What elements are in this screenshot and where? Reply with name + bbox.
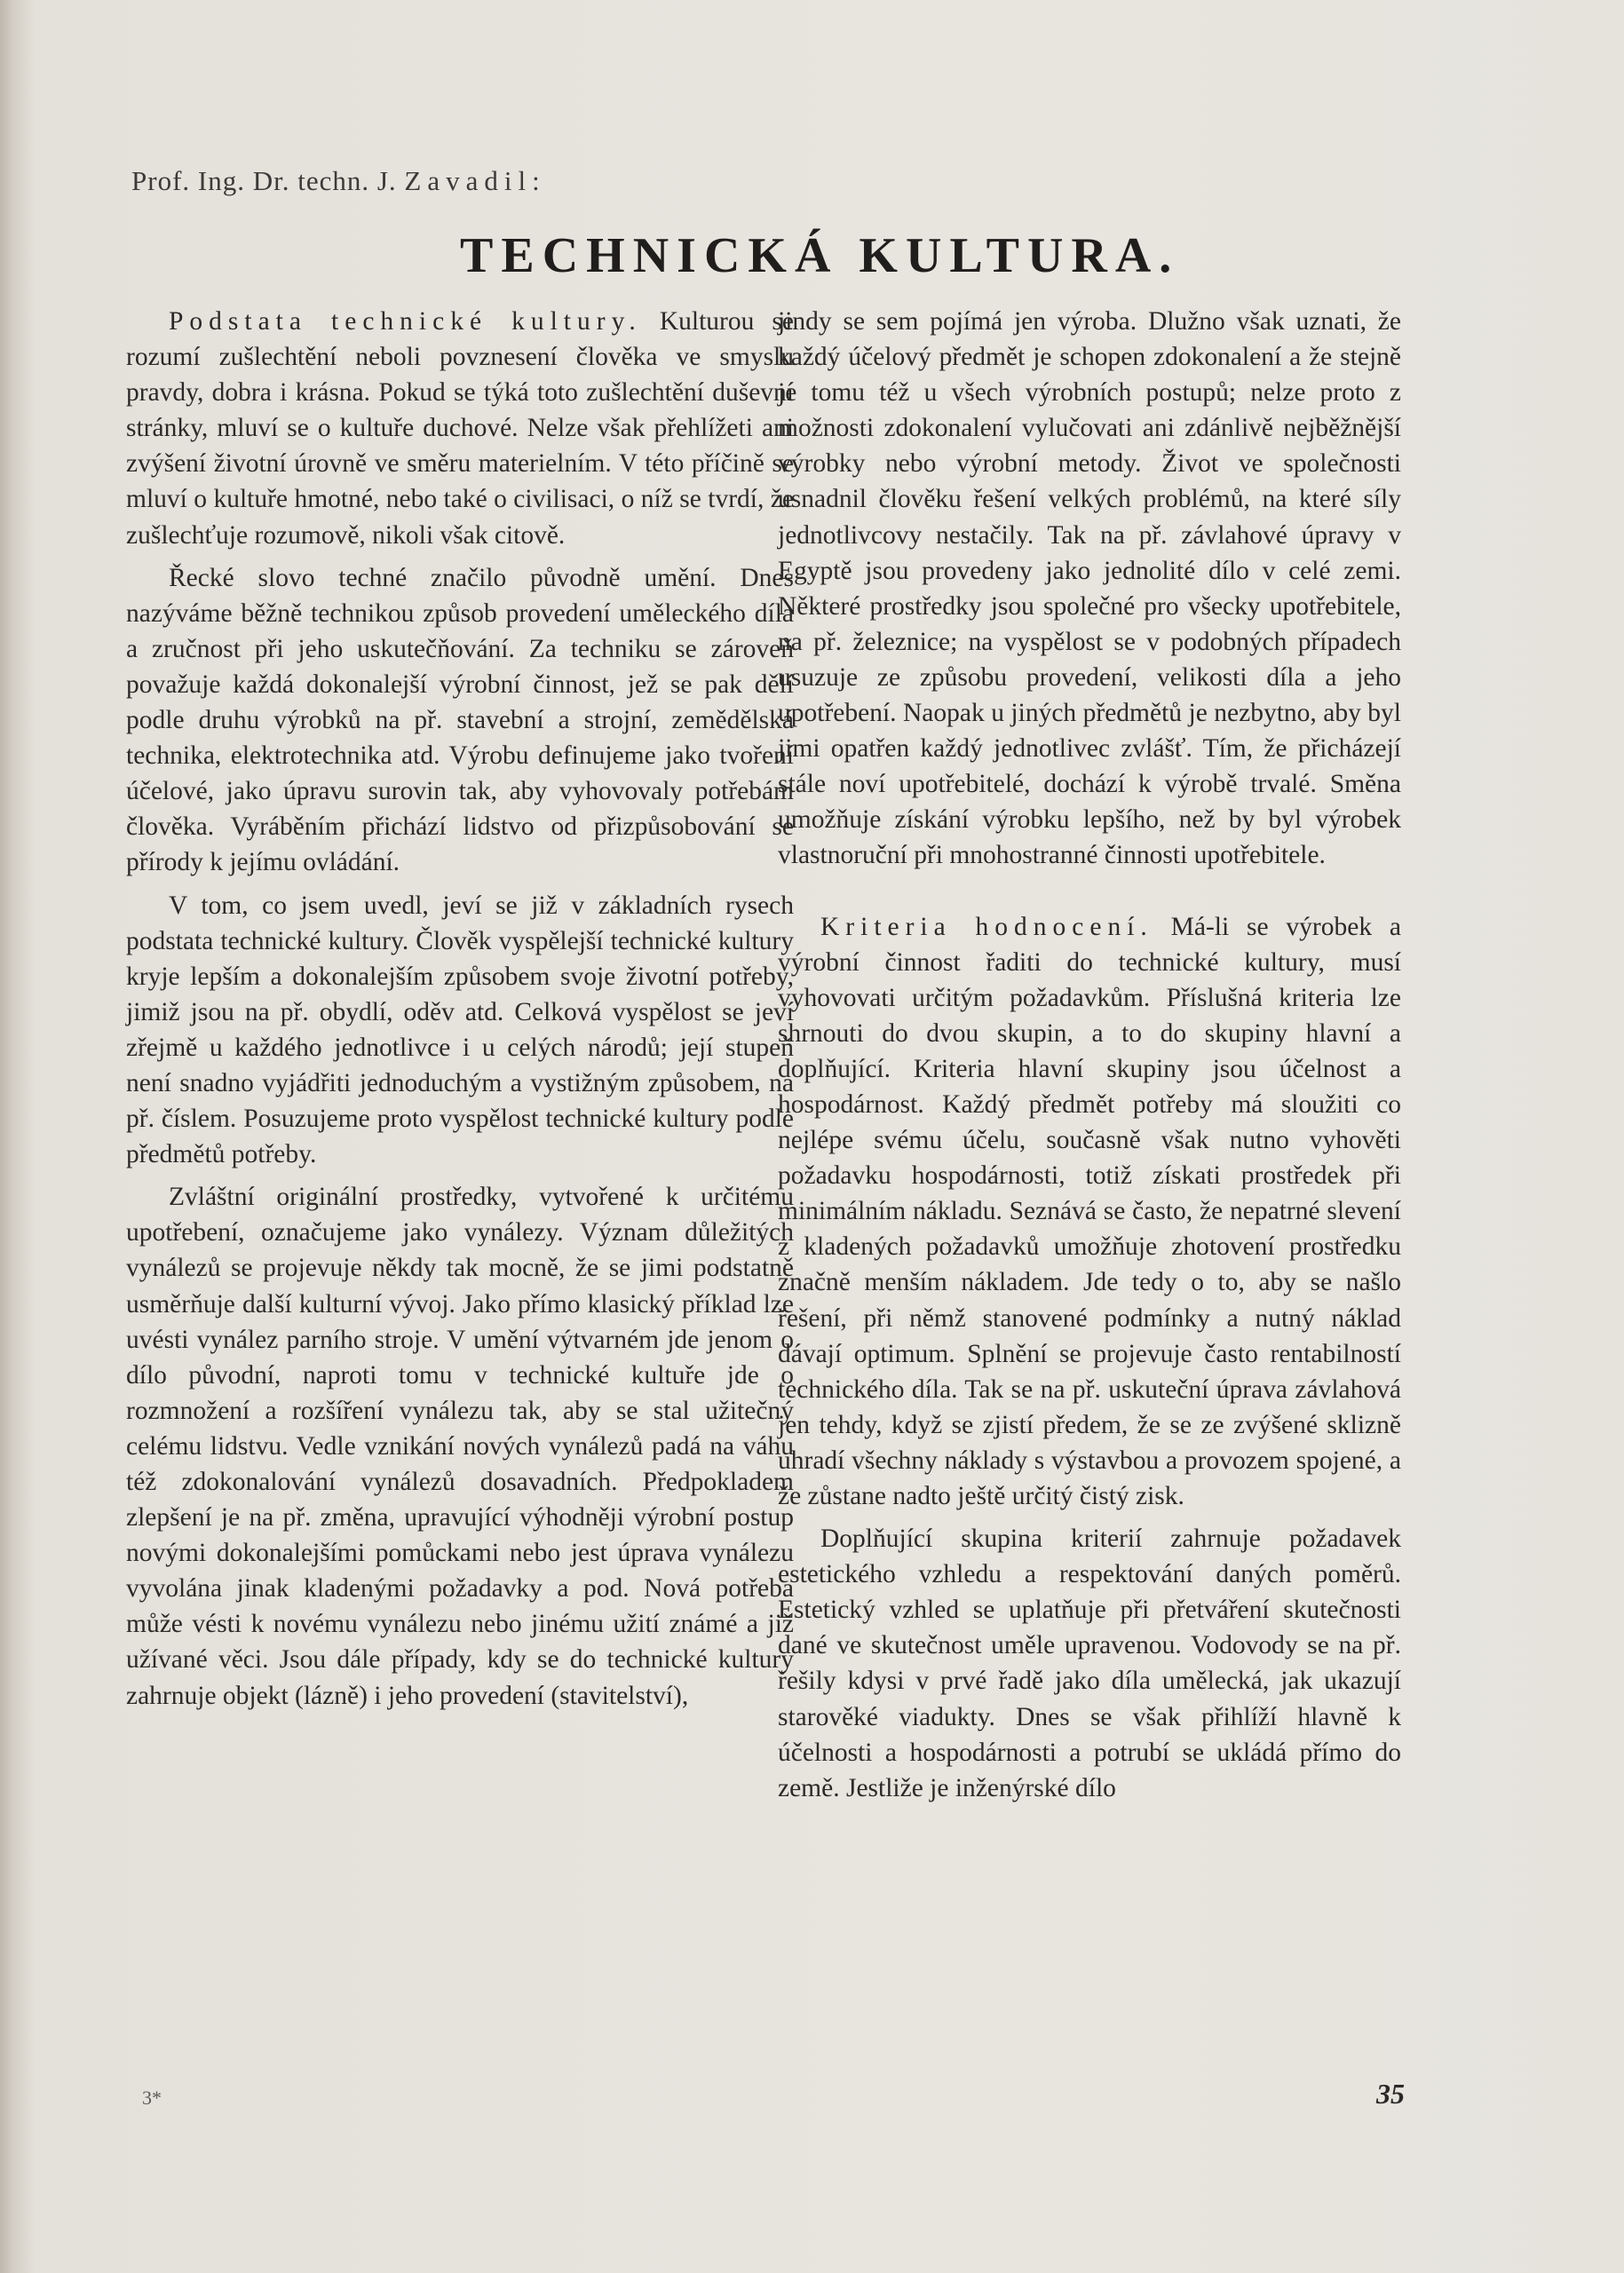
page-number: 35 bbox=[1376, 2078, 1405, 2110]
section-heading: Podstata technické kultury. bbox=[169, 307, 642, 336]
paragraph: Řecké slovo techné značilo původně umění. Dnes nazýváme běžně technikou způsob provedení uměleckého díla a zručnost při jeho uskutečňování. Za techniku se zároveň považuje každá dokonalejší výrobní činnost, jež se pak dělí podle druhu výrobků na př. stavební a strojní, zemědělská technika, elektrotechnika atd. Výrobu definujeme jako tvoření účelové, jako úpravu surovin tak, aby vyhovovaly potřebám člověka. Vyráběním přichází lidstvo od přizpůsobování se přírody k jejímu ovládání. bbox=[126, 563, 794, 877]
signature-mark: 3* bbox=[142, 2087, 162, 2109]
paragraph bbox=[126, 304, 794, 553]
article-title: TECHNICKÁ KULTURA. bbox=[460, 228, 1180, 283]
left-column bbox=[126, 304, 794, 2071]
paragraph: jindy se sem pojímá jen výroba. Dlužno však uznati, že každý účelový předmět je schopen zdokonalení a že stejně je tomu též u všech výrobních postupů; nelze proto z možnosti zdokonalení vylučovati ani zdánlivě nejběžnější výrobky nebo výrobní metody. Život ve společnosti usnadnil člověku řešení velkých problémů, na které síly jednotlivcovy nestačily. Tak na př. závlahové úpravy v Egyptě jsou provedeny jako jednolité dílo v celé zemi. Některé prostředky jsou společné pro všecky upotřebitele, na př. železnice; na vyspělost se v podobných případech usuzuje ze způsobu provedení, velikosti díla a jeho upotřebení. Naopak u jiných předmětů je nezbytno, aby byl jimi opatřen každý jednotlivec zvlášť. Tím, že přicházejí stále noví upotřebitelé, dochází k výrobě trvalé. Směna umožňuje získání výrobku lepšího, než by byl výrobek vlastnoruční při mnohostranné činnosti upotřebitele. bbox=[778, 307, 1401, 870]
paragraph: Doplňující skupina kriterií zahrnuje požadavek estetického vzhledu a respektování daných poměrů. Estetický vzhled se uplatňuje při přetváření skutečnosti dané ve skutečnost uměle upravenou. Vodovody se na př. řešily kdysi v prvé řadě jako díla umělecká, jak ukazují starověké viadukty. Dnes se však přihlíží hlavně k účelnosti a hospodárnosti a potrubí se ukládá přímo do země. Jestliže je inženýrské dílo bbox=[778, 1525, 1401, 1802]
paragraph-text: Má-li se výrobek a výrobní činnost řaditi do technické kultury, musí vyhovovati určitým požadavkům. Příslušná kriteria lze shrnouti do dvou skupin, a to do skupiny hlavní a doplňující. Kriteria hlavní skupiny jsou účelnost a hospodárnost. Každý předmět potřeby má sloužiti co nejlépe svému účelu, současně však nutno vyhověti požadavku hospodárnosti, totiž získati prostředek při minimálním nákladu. Seznává se často, že nepatrné slevení z kladených požadavků umožňuje zhotovení prostředku značně menším nákladem. Jde tedy o to, aby se našlo řešení, při němž stanovené podmínky a nutný náklad dávají optimum. Splnění se projevuje často rentabilností technického díla. Tak se na př. uskuteční úprava závlahová jen tehdy, když se zjistí předem, že se ze zvýšené sklizně uhradí všechny náklady s výstavbou a provozem spojené, a že zůstane nadto ještě určitý čistý zisk. bbox=[778, 912, 1401, 1510]
author-name: Zavadil: bbox=[404, 165, 546, 196]
paragraph: Zvláštní originální prostředky, vytvořené k určitému upotřebení, označujeme jako vynálezy. Význam důležitých vynálezů se projevuje někdy tak mocně, že se jimi podstatně usměrňuje další kulturní vývoj. Jako přímo klasický příklad lze uvésti vynález parního stroje. V umění výtvarném jde jenom o dílo původní, naproti tomu v technické kultuře jde o rozmnožení a rozšíření vynálezu tak, aby se stal užitečný celému lidstvu. Vedle vznikání nových vynálezů padá na váhu též zdokonalování vynálezů dosavadních. Předpokladem zlepšení je na př. změna, upravující výhodněji výrobní postup novými dokonalejšími pomůckami nebo jest úprava vynálezu vyvolána jinak kladenými požadavky a pod. Nová potřeba může vésti k novému vynálezu nebo jinému užití známé a již užívané věci. Jsou dále případy, kdy se do technické kultury zahrnuje objekt (lázně) i jeho provedení (stavitelství), bbox=[126, 1183, 794, 1710]
paragraph bbox=[778, 909, 1401, 1515]
right-column bbox=[778, 304, 1401, 2071]
author-byline bbox=[131, 165, 546, 197]
paragraph-text: Kulturou se rozumí zušlechtění neboli povznesení člověka ve smyslu pravdy, dobra i krásna. Pokud se týká toto zušlechtění duševní stránky, mluví se o kultuře duchové. Nelze však přehlížeti ani zvýšení životní úrovně ve směru materielním. V této příčině se mluví o kultuře hmotné, nebo také o civilisaci, o níž se tvrdí, že zušlechťuje rozumově, nikoli však citově. bbox=[126, 307, 794, 550]
author-prefix: Prof. Ing. Dr. techn. J. bbox=[131, 165, 397, 196]
section-heading: Kriteria hodnocení. bbox=[820, 912, 1153, 941]
paragraph: V tom, co jsem uvedl, jeví se již v základních rysech podstata technické kultury. Člověk vyspělejší technické kultury kryje lepším a dokonalejším způsobem svoje životní potřeby, jimiž jsou na př. obydlí, oděv atd. Celková vyspělost se jeví zřejmě u každého jednotlivce i u celých národů; její stupeň není snadno vyjádřiti jednoduchým a vystižným způsobem, na př. číslem. Posuzujeme proto vyspělost technické kultury podle předmětů potřeby. bbox=[126, 891, 794, 1169]
